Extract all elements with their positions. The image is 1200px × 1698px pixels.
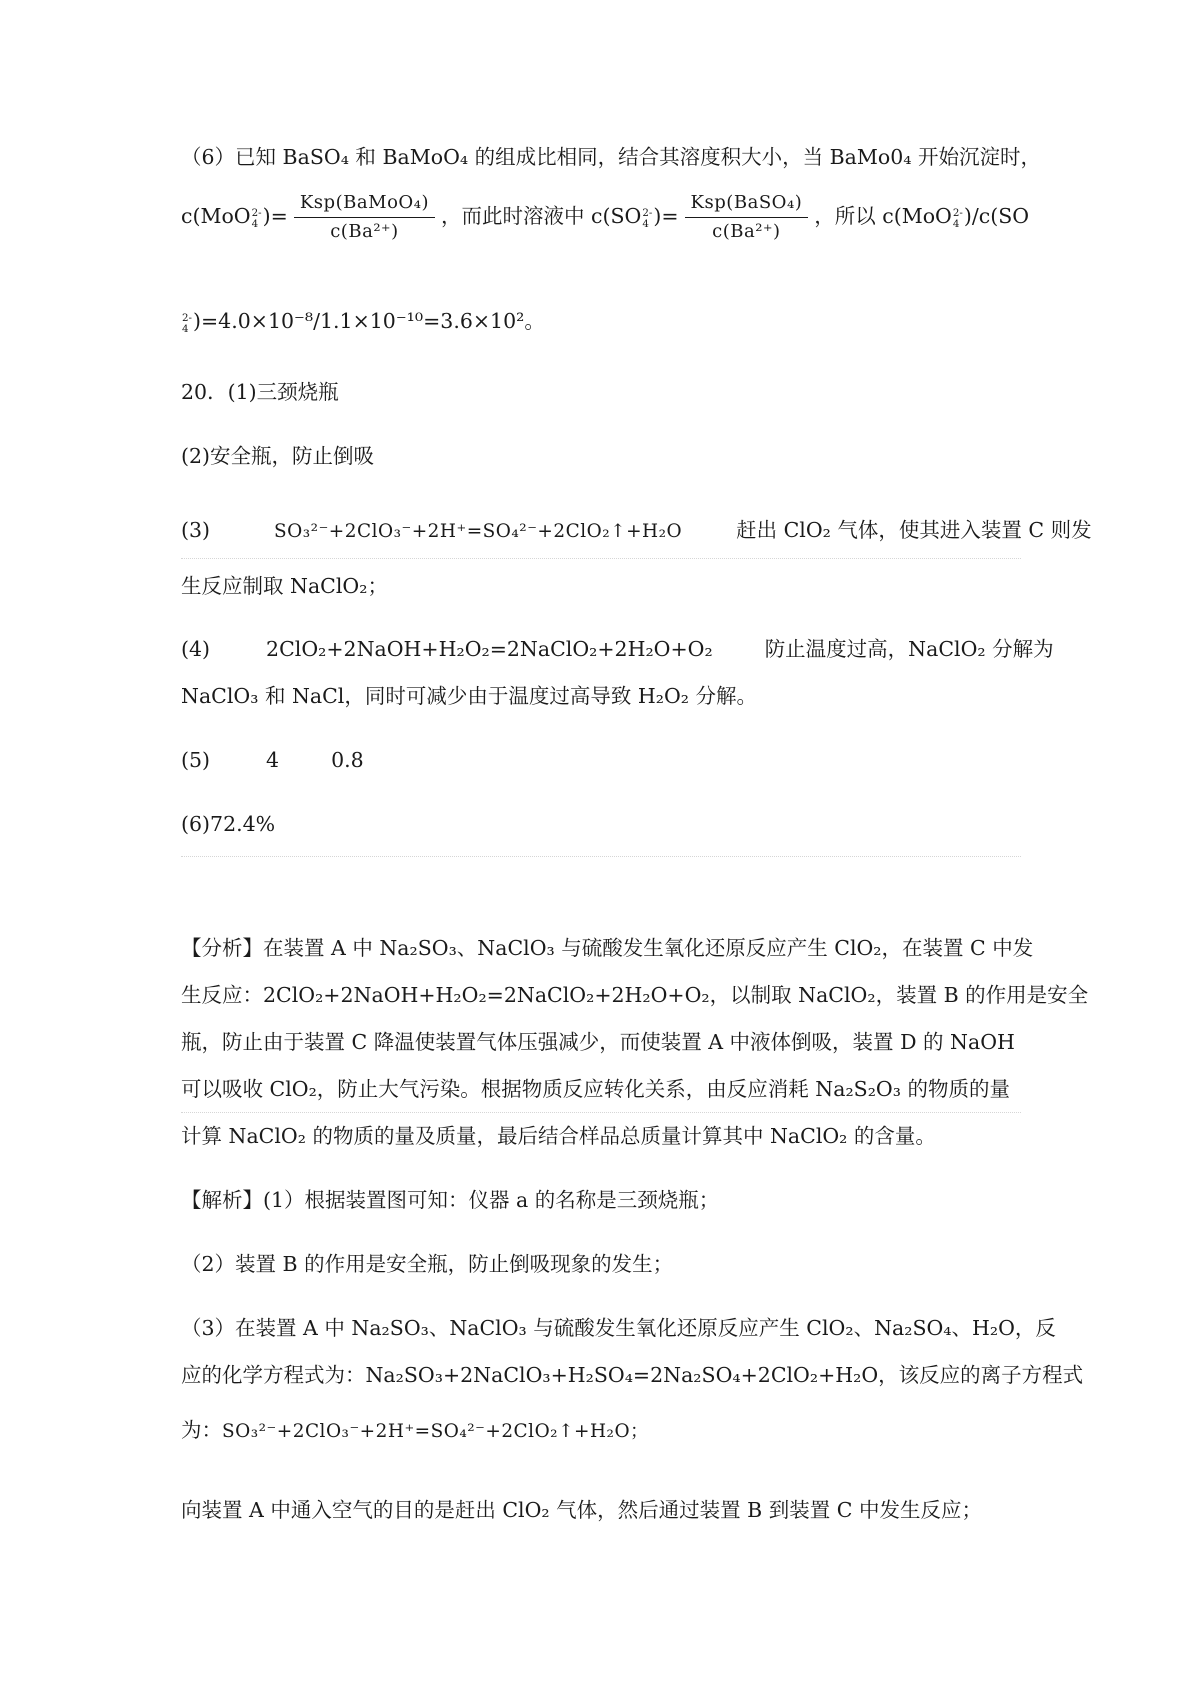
p6-formula-line [181,194,1029,241]
ion-charge-mark: 2- 4 [251,207,262,230]
dotted-divider [181,558,1021,559]
answer-20-5 [181,750,364,771]
p6-result: )=4.0×10⁻⁸/1.1×10⁻¹⁰=3.6×10²。 [193,309,545,333]
ion-charge-mark: 2- 4 [952,207,963,230]
answer-label: (3) [181,518,211,542]
fraction-ksp-bamoo4 [294,194,435,241]
p6-line1: （6）已知 BaSO₄ 和 BaMoO₄ 的组成比相同，结合其溶度积大小，当 BaMo0₄ 开始沉淀时， [181,145,1042,169]
fraction-numerator: Ksp(BaMoO₄) [299,192,429,213]
c-moo4-label: c(MoO [181,204,251,229]
ion-charge-mark: 2- 4 [182,312,192,335]
answer-value: 0.8 [331,748,364,772]
answer-20-6: (6)72.4% [181,812,276,836]
equals-mark: )= [262,204,288,229]
p6-tail2-text: )/c(SO [963,204,1030,229]
solution-line-2: （2）装置 B 的作用是安全瓶，防止倒吸现象的发生； [181,1252,674,1276]
answer-20-4-cont: NaClO₃ 和 NaCl，同时可减少由于温度过高导致 H₂O₂ 分解。 [181,684,758,708]
solution-line-1: 【解析】(1）根据装置图可知：仪器 a 的名称是三颈烧瓶； [181,1188,720,1212]
dotted-divider [181,856,1021,857]
fraction-denominator: c(Ba²⁺) [294,217,435,241]
answer-value: 4 [266,748,280,772]
fraction-ksp-baso4 [685,194,809,241]
answer-label: (5) [181,748,211,772]
solution-line-5 [181,1420,649,1441]
answer-text: 赶出 ClO₂ 气体，使其进入装置 C 则发 [736,518,1092,542]
analysis-line-1: 【分析】在装置 A 中 Na₂SO₃、NaClO₃ 与硫酸发生氧化还原反应产生 ClO₂，在装置 C 中发 [181,936,1034,960]
p6-mid-text: ，而此时溶液中 c(SO [440,204,642,229]
solution-line-4: 应的化学方程式为：Na₂SO₃+2NaClO₃+H₂SO₄=2Na₂SO₄+2ClO₂+H₂O，该反应的离子方程式 [181,1363,1084,1387]
analysis-line-5: 计算 NaClO₂ 的物质的量及质量，最后结合样品总质量计算其中 NaClO₂ 的含量。 [181,1124,936,1148]
dotted-divider [181,1112,1021,1113]
analysis-line-3: 瓶，防止由于装置 C 降温使装置气体压强减少，而使装置 A 中液体倒吸，装置 D 的 NaOH [181,1030,1015,1054]
ion-charge-mark: 2- 4 [642,207,653,230]
solution-prefix: 为： [181,1418,222,1442]
chemical-equation: 2ClO₂+2NaOH+H₂O₂=2NaClO₂+2H₂O+O₂ [266,637,713,661]
fraction-denominator: c(Ba²⁺) [685,217,809,241]
answer-20-3-cont: 生反应制取 NaClO₂； [181,574,388,598]
ionic-equation: SO₃²⁻+2ClO₃⁻+2H⁺=SO₄²⁻+2ClO₂↑+H₂O； [222,1421,649,1442]
analysis-line-2: 生反应：2ClO₂+2NaOH+H₂O₂=2NaClO₂+2H₂O+O₂，以制取 NaClO₂，装置 B 的作用是安全 [181,983,1089,1007]
p6-tail-text: ，所以 c(MoO [814,204,952,229]
answer-20-1: 20．(1)三颈烧瓶 [181,380,339,404]
answer-label: (4) [181,637,211,661]
answer-20-3 [181,520,1092,541]
equals-mark: )= [653,204,679,229]
solution-line-6: 向装置 A 中通入空气的目的是赶出 ClO₂ 气体，然后通过装置 B 到装置 C 中发生反应； [181,1498,982,1522]
answer-20-4 [181,639,1054,660]
ionic-equation: SO₃²⁻+2ClO₃⁻+2H⁺=SO₄²⁻+2ClO₂↑+H₂O [274,521,683,542]
p6-line3 [181,311,545,334]
solution-line-3: （3）在装置 A 中 Na₂SO₃、NaClO₃ 与硫酸发生氧化还原反应产生 ClO₂、Na₂SO₄、H₂O，反 [181,1316,1056,1340]
answer-20-2: (2)安全瓶，防止倒吸 [181,444,375,468]
fraction-numerator: Ksp(BaSO₄) [690,192,803,213]
analysis-line-4: 可以吸收 ClO₂，防止大气污染。根据物质反应转化关系，由反应消耗 Na₂S₂O₃ 的物质的量 [181,1077,1010,1101]
answer-text: 防止温度过高，NaClO₂ 分解为 [764,637,1054,661]
